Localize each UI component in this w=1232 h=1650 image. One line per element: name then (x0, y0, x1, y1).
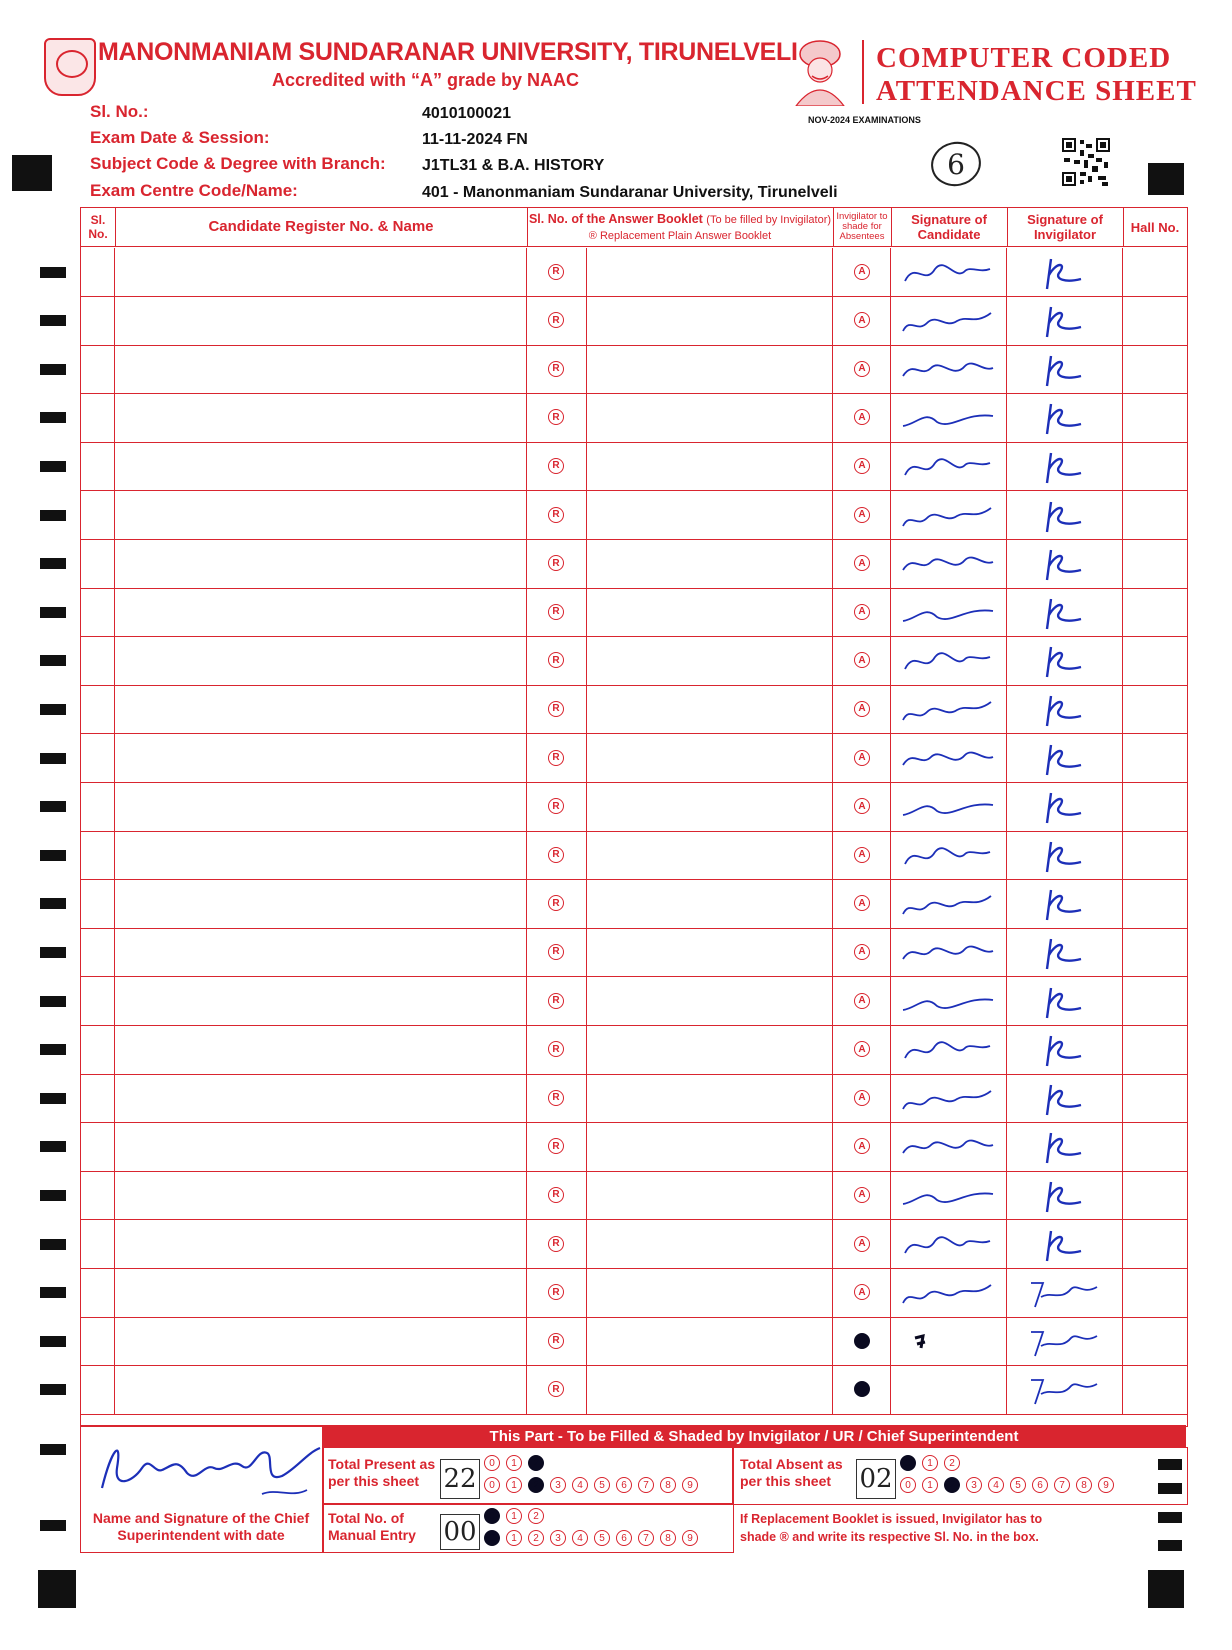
candidate-cell (115, 442, 527, 491)
table-row (81, 296, 1187, 346)
absent-bubble[interactable]: A (854, 312, 870, 328)
timing-mark (1158, 1540, 1182, 1551)
invigilator-signature (1011, 785, 1119, 829)
footer-band: This Part - To be Filled & Shaded by Invigilator / UR / Chief Superintendent (322, 1425, 1186, 1447)
row-sl (81, 879, 115, 928)
timing-mark (40, 850, 66, 861)
digit-bubble[interactable]: 9 (682, 1477, 698, 1493)
candidate-cell (115, 1268, 527, 1317)
candidate-signature-cell (891, 1365, 1007, 1414)
replacement-bubble[interactable]: R (548, 701, 564, 717)
booklet-cell (587, 345, 833, 394)
candidate-signature (895, 980, 1003, 1024)
absent-bubble[interactable]: A (854, 1187, 870, 1203)
candidate-signature (895, 494, 1003, 538)
invigilator-signature (1011, 834, 1119, 878)
invigilator-signature (1011, 931, 1119, 975)
replacement-bubble[interactable]: R (548, 458, 564, 474)
table-row (81, 1122, 1187, 1172)
invigilator-signature (1011, 591, 1119, 635)
header-hall: Hall No. (1130, 219, 1180, 235)
replacement-bubble[interactable]: R (548, 1381, 564, 1397)
candidate-cell (115, 685, 527, 734)
chief-superintendent-label: Name and Signature of the Chief Superintendent with date (92, 1510, 310, 1543)
sl-no-label: Sl. No.: (90, 102, 149, 121)
digit-bubble[interactable]: 7 (1054, 1477, 1070, 1493)
candidate-cell (115, 345, 527, 394)
absent-value: 02 (856, 1459, 896, 1499)
replacement-note: If Replacement Booklet is issued, Invigilator has to shade ® and write its respective Sl. No. in the box. (740, 1512, 1043, 1544)
row-sl (81, 345, 115, 394)
candidate-cell (115, 636, 527, 685)
candidate-cell (115, 782, 527, 831)
invigilator-signature (1011, 251, 1119, 295)
digit-bubble[interactable]: 9 (1098, 1477, 1114, 1493)
absent-bubble[interactable]: A (854, 1138, 870, 1154)
digit-bubble[interactable]: 2 (528, 1530, 544, 1546)
table-row (81, 928, 1187, 978)
candidate-cell (115, 734, 527, 783)
digit-bubble[interactable]: 6 (616, 1477, 632, 1493)
digit-bubble[interactable]: 3 (550, 1530, 566, 1546)
row-sl (81, 734, 115, 783)
digit-bubble[interactable]: 2 (944, 1477, 960, 1493)
centre-value: 401 - Manonmaniam Sundaranar University, Tirunelveli (422, 184, 838, 201)
row-sl (81, 248, 115, 297)
candidate-cell (115, 296, 527, 345)
timing-mark (1158, 1512, 1182, 1523)
digit-bubble[interactable]: 2 (528, 1455, 544, 1471)
replacement-bubble[interactable]: R (548, 1333, 564, 1349)
attendance-table (80, 207, 1188, 1427)
digit-bubble[interactable]: 1 (506, 1508, 522, 1524)
candidate-signature (895, 1271, 1003, 1315)
digit-bubble[interactable]: 2 (944, 1455, 960, 1471)
booklet-cell (587, 1171, 833, 1220)
candidate-signature (895, 639, 1003, 683)
timing-mark (40, 1044, 66, 1055)
row-sl (81, 831, 115, 880)
table-row (81, 442, 1187, 492)
booklet-cell (587, 442, 833, 491)
replacement-bubble[interactable]: R (548, 507, 564, 523)
booklet-cell (587, 1025, 833, 1074)
table-row (81, 1220, 1187, 1270)
manual-entry-value: 00 (440, 1514, 480, 1550)
digit-bubble[interactable]: 1 (506, 1530, 522, 1546)
handwritten-circled-number (928, 138, 984, 190)
digit-bubble[interactable]: 4 (572, 1530, 588, 1546)
invigilator-signature (1011, 980, 1119, 1024)
table-row (81, 977, 1187, 1027)
manual-entry-label: Total No. of Manual Entry (328, 1510, 416, 1543)
booklet-cell (587, 1317, 833, 1366)
absent-bubble[interactable]: A (854, 1236, 870, 1252)
digit-bubble[interactable]: 4 (572, 1477, 588, 1493)
candidate-cell (115, 831, 527, 880)
sheet-title: COMPUTER CODED ATTENDANCE SHEET (876, 42, 1197, 107)
table-row (81, 1317, 1187, 1367)
table-row (81, 539, 1187, 589)
digit-bubble[interactable]: 2 (528, 1508, 544, 1524)
header-candidate: Candidate Register No. & Name (115, 208, 528, 246)
replacement-bubble[interactable]: R (548, 944, 564, 960)
candidate-signature (895, 251, 1003, 295)
table-row (81, 1074, 1187, 1124)
row-sl (81, 685, 115, 734)
invigilator-signature (1011, 348, 1119, 392)
replacement-bubble[interactable]: R (548, 604, 564, 620)
row-sl (81, 588, 115, 637)
booklet-cell (587, 831, 833, 880)
booklet-cell (587, 393, 833, 442)
timing-mark (40, 801, 66, 812)
candidate-cell (115, 588, 527, 637)
candidate-signature (895, 299, 1003, 343)
digit-bubble[interactable]: 0 (484, 1455, 500, 1471)
present-label: Total Present as per this sheet (328, 1456, 436, 1489)
header-sl: Sl. No. (81, 208, 116, 246)
candidate-signature (895, 1028, 1003, 1072)
replacement-bubble[interactable]: R (548, 264, 564, 280)
invigilator-signature (1011, 1271, 1119, 1315)
exam-session-label: NOV-2024 EXAMINATIONS (808, 115, 921, 125)
replacement-bubble[interactable]: R (548, 1138, 564, 1154)
booklet-cell (587, 539, 833, 588)
digit-bubble[interactable]: 5 (594, 1477, 610, 1493)
row-sl (81, 1220, 115, 1269)
candidate-cell (115, 1171, 527, 1220)
row-sl (81, 1365, 115, 1414)
booklet-cell (587, 1268, 833, 1317)
row-sl (81, 1317, 115, 1366)
booklet-cell (587, 928, 833, 977)
absent-bubble[interactable]: A (854, 944, 870, 960)
timing-mark (40, 996, 66, 1007)
digit-bubble[interactable]: 8 (660, 1530, 676, 1546)
candidate-cell (115, 1025, 527, 1074)
invigilator-signature (1011, 1028, 1119, 1072)
digit-bubble[interactable]: 0 (900, 1455, 916, 1471)
candidate-signature (895, 1223, 1003, 1267)
timing-mark (40, 558, 66, 569)
digit-bubble[interactable]: 0 (900, 1477, 916, 1493)
row-sl (81, 928, 115, 977)
digit-bubble[interactable]: 5 (1010, 1477, 1026, 1493)
digit-bubble[interactable]: 1 (922, 1455, 938, 1471)
timing-mark (40, 947, 66, 958)
timing-mark (40, 753, 66, 764)
replacement-bubble[interactable]: R (548, 750, 564, 766)
timing-mark (40, 1520, 66, 1531)
timing-mark (40, 607, 66, 618)
candidate-cell (115, 928, 527, 977)
absent-label: Total Absent as per this sheet (740, 1456, 843, 1489)
candidate-signature (895, 1174, 1003, 1218)
table-row (81, 345, 1187, 395)
booklet-cell (587, 296, 833, 345)
table-row (81, 1365, 1187, 1415)
replacement-bubble[interactable]: R (548, 312, 564, 328)
timing-mark (40, 1093, 66, 1104)
replacement-bubble[interactable]: R (548, 409, 564, 425)
replacement-bubble[interactable]: R (548, 1284, 564, 1300)
candidate-signature (895, 396, 1003, 440)
invigilator-signature (1011, 542, 1119, 586)
digit-bubble[interactable]: 2 (528, 1477, 544, 1493)
table-row (81, 734, 1187, 784)
digit-bubble[interactable]: 0 (484, 1530, 500, 1546)
invigilator-signature (1011, 1174, 1119, 1218)
absent-bubble[interactable]: A (854, 361, 870, 377)
absent-bubble[interactable]: A (854, 458, 870, 474)
invigilator-signature (1011, 639, 1119, 683)
row-sl (81, 393, 115, 442)
absent-bubble[interactable]: A (854, 555, 870, 571)
absent-bubble[interactable]: A (854, 895, 870, 911)
svg-text:6: 6 (947, 148, 965, 181)
invigilator-signature (1011, 1077, 1119, 1121)
candidate-signature (895, 591, 1003, 635)
absent-bubble[interactable]: A (854, 1381, 870, 1397)
digit-bubble[interactable]: 0 (484, 1477, 500, 1493)
candidate-cell (115, 248, 527, 297)
candidate-cell (115, 1074, 527, 1123)
header-sig-invigilator: Signature of Invigilator (1007, 208, 1124, 246)
timing-mark (40, 315, 66, 326)
absent-bubble[interactable]: A (854, 750, 870, 766)
invigilator-signature (1011, 445, 1119, 489)
booklet-cell (587, 977, 833, 1026)
university-logo (44, 38, 96, 96)
timing-mark (12, 155, 52, 191)
timing-mark (40, 1444, 66, 1455)
absent-bubble[interactable]: A (854, 604, 870, 620)
candidate-signature (895, 931, 1003, 975)
invigilator-signature (1011, 494, 1119, 538)
row-sl (81, 977, 115, 1026)
header-sig-candidate: Signature of Candidate (891, 208, 1008, 246)
timing-mark (40, 412, 66, 423)
booklet-cell (587, 782, 833, 831)
digit-bubble[interactable]: 9 (682, 1530, 698, 1546)
digit-bubble[interactable]: 8 (660, 1477, 676, 1493)
timing-mark (40, 461, 66, 472)
invigilator-signature (1011, 1223, 1119, 1267)
absent-bubble[interactable]: A (854, 847, 870, 863)
university-name: MANONMANIAM SUNDARANAR UNIVERSITY, TIRUNELVELI (98, 38, 798, 66)
booklet-cell (587, 588, 833, 637)
timing-mark (40, 267, 66, 278)
table-row (81, 1025, 1187, 1075)
candidate-cell (115, 1122, 527, 1171)
candidate-signature (895, 1320, 1003, 1364)
candidate-signature (895, 1077, 1003, 1121)
timing-mark (1148, 163, 1184, 195)
subject-label: Subject Code & Degree with Branch: (90, 154, 386, 173)
timing-mark (38, 1570, 76, 1608)
absent-bubble[interactable]: A (854, 652, 870, 668)
replacement-bubble[interactable]: R (548, 1041, 564, 1057)
candidate-cell (115, 1317, 527, 1366)
candidate-signature (895, 688, 1003, 732)
table-row (81, 831, 1187, 881)
invigilator-signature (1011, 1320, 1119, 1364)
table-row (81, 636, 1187, 686)
timing-mark (40, 364, 66, 375)
qr-code-icon (1062, 138, 1110, 186)
replacement-bubble[interactable]: R (548, 1187, 564, 1203)
row-sl (81, 782, 115, 831)
candidate-signature (895, 834, 1003, 878)
absent-bubble[interactable]: A (854, 1333, 870, 1349)
accreditation-text: Accredited with “A” grade by NAAC (272, 70, 580, 90)
timing-mark (40, 1287, 66, 1298)
replacement-bubble[interactable]: R (548, 555, 564, 571)
row-sl (81, 491, 115, 540)
candidate-signature (895, 1125, 1003, 1169)
digit-bubble[interactable]: 7 (638, 1530, 654, 1546)
digit-bubble[interactable]: 1 (922, 1477, 938, 1493)
exam-date-label: Exam Date & Session: (90, 128, 270, 147)
absent-bubble[interactable]: A (854, 264, 870, 280)
timing-mark (40, 510, 66, 521)
centre-label: Exam Centre Code/Name: (90, 181, 298, 200)
booklet-cell (587, 734, 833, 783)
candidate-cell (115, 879, 527, 928)
timing-mark (40, 704, 66, 715)
row-sl (81, 539, 115, 588)
header-booklet: Sl. No. of the Answer Booklet (To be filled by Invigilator) ® Replacement Plain Answer Booklet (527, 208, 834, 246)
timing-mark (40, 1190, 66, 1201)
invigilator-signature (1011, 396, 1119, 440)
row-sl (81, 1268, 115, 1317)
invigilator-signature (1011, 299, 1119, 343)
replacement-bubble[interactable]: R (548, 847, 564, 863)
absent-bubble[interactable]: A (854, 1041, 870, 1057)
replacement-bubble[interactable]: R (548, 895, 564, 911)
digit-bubble[interactable]: 4 (988, 1477, 1004, 1493)
candidate-cell (115, 977, 527, 1026)
digit-bubble[interactable]: 5 (594, 1530, 610, 1546)
subject-value: J1TL31 & B.A. HISTORY (422, 157, 605, 174)
digit-bubble[interactable]: 1 (506, 1455, 522, 1471)
candidate-signature (895, 348, 1003, 392)
invigilator-signature (1011, 1125, 1119, 1169)
row-sl (81, 1171, 115, 1220)
header-divider (862, 40, 864, 104)
invigilator-signature (1011, 688, 1119, 732)
booklet-cell (587, 1122, 833, 1171)
table-row (81, 248, 1187, 298)
row-sl (81, 1025, 115, 1074)
digit-bubble[interactable]: 3 (550, 1477, 566, 1493)
invigilator-signature (1011, 737, 1119, 781)
candidate-cell (115, 1220, 527, 1269)
booklet-cell (587, 491, 833, 540)
table-row (81, 588, 1187, 638)
table-row (81, 685, 1187, 735)
candidate-cell (115, 539, 527, 588)
row-sl (81, 1074, 115, 1123)
digit-bubble[interactable]: 8 (1076, 1477, 1092, 1493)
candidate-cell (115, 393, 527, 442)
candidate-cell (115, 1365, 527, 1414)
invigilator-signature (1011, 882, 1119, 926)
table-row (81, 782, 1187, 832)
candidate-cell (115, 491, 527, 540)
booklet-cell (587, 1365, 833, 1414)
row-sl (81, 442, 115, 491)
timing-mark (40, 1336, 66, 1347)
booklet-cell (587, 685, 833, 734)
digit-bubble[interactable]: 7 (638, 1477, 654, 1493)
table-row (81, 491, 1187, 541)
row-sl (81, 296, 115, 345)
present-value: 22 (440, 1459, 480, 1499)
table-row (81, 393, 1187, 443)
absent-bubble[interactable]: A (854, 409, 870, 425)
digit-bubble[interactable]: 6 (1032, 1477, 1048, 1493)
digit-bubble[interactable]: 3 (966, 1477, 982, 1493)
digit-bubble[interactable]: 6 (616, 1530, 632, 1546)
chief-superintendent-signature (92, 1428, 330, 1504)
invigilator-signature (1011, 1368, 1119, 1412)
replacement-bubble[interactable]: R (548, 993, 564, 1009)
digit-bubble[interactable]: 0 (484, 1508, 500, 1524)
table-row (81, 1171, 1187, 1221)
row-sl (81, 636, 115, 685)
candidate-signature (895, 785, 1003, 829)
absent-bubble[interactable]: A (854, 507, 870, 523)
candidate-signature (895, 445, 1003, 489)
table-row (81, 1268, 1187, 1318)
replacement-bubble[interactable]: R (548, 652, 564, 668)
exam-date-value: 11-11-2024 FN (422, 131, 528, 148)
replacement-bubble[interactable]: R (548, 798, 564, 814)
timing-mark (1148, 1570, 1184, 1608)
booklet-cell (587, 1220, 833, 1269)
sl-no-value: 4010100021 (422, 105, 511, 122)
timing-mark (40, 655, 66, 666)
absent-bubble[interactable]: A (854, 993, 870, 1009)
digit-bubble[interactable]: 1 (506, 1477, 522, 1493)
booklet-cell (587, 879, 833, 928)
absent-bubble[interactable]: A (854, 1090, 870, 1106)
candidate-signature (895, 542, 1003, 586)
absent-bubble[interactable]: A (854, 798, 870, 814)
absent-bubble[interactable]: A (854, 701, 870, 717)
absent-bubble[interactable]: A (854, 1284, 870, 1300)
candidate-signature (895, 737, 1003, 781)
timing-mark (40, 1239, 66, 1250)
timing-mark (40, 1141, 66, 1152)
timing-mark (40, 1384, 66, 1395)
booklet-cell (587, 636, 833, 685)
row-sl (81, 1122, 115, 1171)
booklet-cell (587, 248, 833, 297)
replacement-bubble[interactable]: R (548, 361, 564, 377)
table-row (81, 879, 1187, 929)
founder-portrait-icon (788, 38, 852, 106)
replacement-bubble[interactable]: R (548, 1236, 564, 1252)
replacement-bubble[interactable]: R (548, 1090, 564, 1106)
header-absentees: Invigilator to shade for Absentees (833, 208, 892, 246)
candidate-signature (895, 882, 1003, 926)
timing-mark (40, 898, 66, 909)
booklet-cell (587, 1074, 833, 1123)
